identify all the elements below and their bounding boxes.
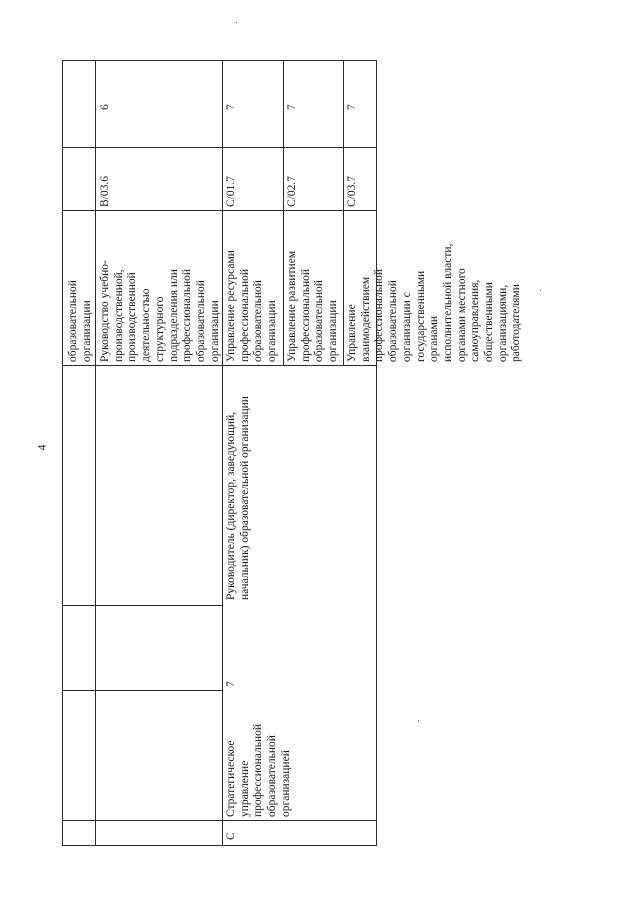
row-divider [343,60,344,365]
function-level-cell: 7 [286,104,298,110]
function-code-cell: В/03.6 [99,176,111,207]
function-level-cell: 7 [225,104,237,110]
row-divider [222,60,223,845]
page-number: 4 [34,444,49,451]
row-divider [283,60,284,365]
section-level-cell: 7 [225,681,237,687]
function-name-cell: образовательной организации [67,280,93,362]
scan-speck [418,720,419,721]
table-right-border [376,60,377,845]
table-left-border [62,60,63,845]
column-divider [62,690,222,691]
column-divider [62,365,377,366]
table-top-border [62,60,377,61]
row-divider [95,60,96,845]
function-code-cell: С/02.7 [286,176,298,207]
function-name-cell: Управление развитием профессиональной образовательной организации [286,250,340,362]
function-code-cell: С/03.7 [346,176,358,207]
scan-speck [236,22,237,23]
function-level-cell: 7 [346,104,358,110]
function-name-cell: Управление взаимодействием профессиональной образовательной организации с государственными органами исполнительной власти, органами местного самоуправления, общественными организациями, работодателями [346,243,523,362]
function-name-cell: Управление ресурсами профессиональной образовательной организации [225,250,279,362]
table-bottom-border [62,845,377,846]
column-divider [62,820,377,821]
position-title-cell: Руководитель (директор, заведующий, начальник) образовательной организации [225,396,251,600]
function-level-cell: 6 [99,104,111,110]
scan-speck [540,290,541,291]
section-title-cell: Стратегическое управление профессиональной образовательной организацией [225,723,292,817]
function-name-cell: Руководство учебно- производственной, производственной деятельностью структурного подразделения или профессиональной образовательной организации [99,260,221,362]
column-divider [62,605,222,606]
column-divider [62,210,377,211]
section-letter-cell: С [225,832,237,840]
function-code-cell: С/01.7 [225,176,237,207]
